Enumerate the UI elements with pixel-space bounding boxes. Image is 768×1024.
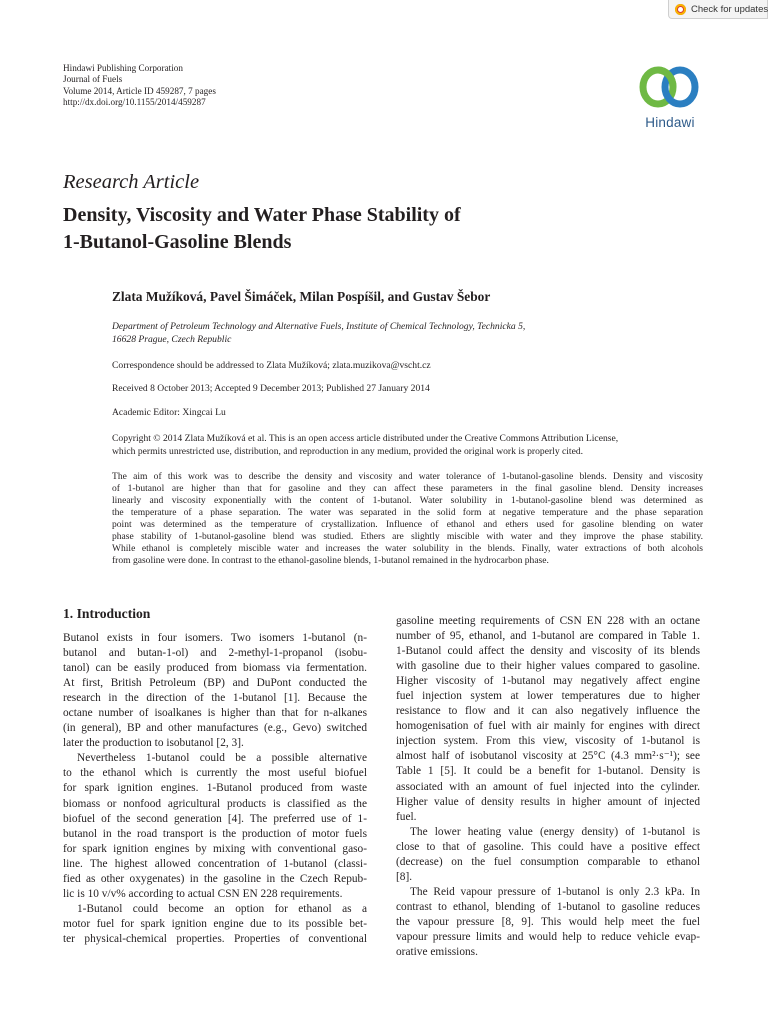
section-heading-introduction: 1. Introduction [63,606,151,621]
body-line: almost half of isobutanol viscosity at 25°C (4.3 mm²·s⁻¹); see [396,750,700,763]
body-line: butanol in the road transport is the production of motor fuels [63,827,367,840]
author-list: Zlata Mužíková, Pavel Šimáček, Milan Pospíšil, and Gustav Šebor [112,289,491,304]
copyright-line: Copyright © 2014 Zlata Mužíková et al. This is an open access article distributed under the Creative Commons Attribution License, [112,433,619,444]
body-line: The Reid vapour pressure of 1-butanol is only 2.3 kPa. In [410,885,700,898]
body-line: to the ethanol which is currently the most useful biofuel [63,767,367,780]
abstract-line: of 1-butanol are higher than that for gasoline and they can affect these parameters in the final gasoline blend. Density increases [112,483,703,495]
abstract-line: While ethanol is completely miscible water and increases the water solubility in the blends. Finally, water extractions of both alcohols [112,543,703,555]
body-line: Nevertheless 1-butanol could be a possible alternative [77,752,367,765]
body-line: vapour pressure limits and would help to reduce vehicle evap- [396,930,700,943]
journal-name: Journal of Fuels [63,74,123,85]
abstract-line: phase stability of 1-butanol-gasoline blend was studied. Ethers are slightly miscible with water and they improve the phase stability. [112,531,703,543]
journal-info [63,63,216,108]
title-line: Density, Viscosity and Water Phase Stability of [63,204,461,226]
body-line: fuel injection system at lower temperatures due to higher [396,690,700,703]
check-for-updates-button[interactable] [668,0,768,19]
body-line: fied as other oxygenates) in the gasoline in the Czech Repub- [63,872,367,885]
body-line: associated with an amount of fuel injected into the cylinder. [396,780,700,793]
body-line: later the production to isobutanol [2, 3]. [63,737,244,750]
body-line: injection system. From this view, viscosity of 1-butanol is [396,735,700,748]
body-line: Butanol exists in four isomers. Two isomers 1-butanol (n- [63,632,367,644]
body-line: (decrease) on the fuel consumption comparable to ethanol [396,855,700,868]
correspondence: Correspondence should be addressed to Zlata Mužíková; zlata.muzikova@vscht.cz [112,360,431,371]
body-line: octane number of isoalkanes is higher than that for n-alkanes [63,707,367,720]
body-line: line. The highest allowed concentration of 1-butanol (classi- [63,857,367,870]
body-line: with gasoline due to their higher values compared to gasoline. [396,660,700,673]
abstract-line: the temperature of a phase separation. The water was separated in the solid form at negative temperature and the phase separation [112,507,703,519]
body-line: The lower heating value (energy density) of 1-butanol is [410,825,700,838]
publisher-name: Hindawi Publishing Corporation [63,63,183,73]
body-line: biomass or nonfood agricultural products is classified as the [63,797,367,810]
doi-link[interactable]: http://dx.doi.org/10.1155/2014/459287 [63,96,206,107]
abstract-line: linearly and viscosity exponentially with the content of 1-butanol. Water solubility in 1-butanol-gasoline blend was determined as [112,495,703,507]
body-line: lic is 10 v/v% according to actual CSN EN 228 requirements. [63,887,343,900]
body-line: contrast to ethanol, blending of 1-butanol to gasoline reduces [396,900,700,913]
affiliation-line: Department of Petroleum Technology and Alternative Fuels, Institute of Chemical Technology, Technicka 5, [112,321,526,332]
body-column-left [63,631,367,947]
abstract-line: point was determined as the temperature of crystallization. Influence of ethanol and ethers used for gasoline blending on water [112,519,703,531]
body-line: butanol and butan-1-ol) and 2-methyl-1-propanol (isobu- [63,647,367,660]
title-line: 1-Butanol-Gasoline Blends [63,231,292,253]
copyright-notice [112,432,618,458]
body-line: biofuel of the second generation [4]. The preferred use of 1- [63,812,367,825]
check-for-updates-label: Check for updates [691,3,768,15]
body-line: At first, British Petroleum (BP) and DuPont conducted the [63,677,367,690]
article-title [63,202,461,256]
publication-dates: Received 8 October 2013; Accepted 9 December 2013; Published 27 January 2014 [112,383,430,394]
body-line: homogenisation of fuel with air mainly for engines with direct [396,720,700,733]
body-column-right [396,614,700,960]
affiliation [112,320,525,346]
body-line: research in the direction of the 1-butanol [1]. Because the [63,692,367,705]
body-line: tanol) can be easily produced from biomass via fermentation. [63,662,367,675]
article-type: Research Article [63,171,200,193]
body-line: (in general), BP and other manufactures (e.g., Gevo) switched [63,722,367,735]
body-line: Higher viscosity of 1-butanol may negatively affect engine [396,675,700,688]
body-line: the vapour pressure [8, 9]. This would help meet the fuel [396,915,700,928]
body-line: close to that of gasoline. This could have a positive effect [396,840,700,853]
body-line: ter physical-chemical properties. Properties of conventional [63,932,367,945]
academic-editor: Academic Editor: Xingcai Lu [112,407,226,418]
body-line: number of 95, ethanol, and 1-butanol are compared in Table 1. [396,630,700,643]
crossmark-icon [675,4,686,15]
body-line: for spark ignition engines by mixing with conventional gaso- [63,842,367,855]
hindawi-logo-text: Hindawi [645,115,695,130]
body-line: Table 1 [5]. It could be a benefit for 1-butanol. Density is [396,765,700,778]
body-line: fuel. [396,810,417,823]
body-line: 1-Butanol could become an option for ethanol as a [77,902,367,915]
body-line: orative emissions. [396,946,478,959]
body-line: 1-Butanol could affect the density and viscosity of its blends [396,645,700,658]
body-line: motor fuel for spark ignition engine due to its possible bet- [63,917,367,930]
abstract-line: from gasoline were done. In contrast to the ethanol-gasoline blends, 1-butanol remained in the hydrocarbon phase. [112,555,549,567]
body-line: gasoline meeting requirements of CSN EN 228 with an octane [396,615,700,627]
body-line: Higher value of density results in higher amount of injected [396,795,700,808]
body-line: for spark ignition engines. 1-Butanol produced from waste [63,782,367,795]
abstract [112,471,703,567]
copyright-line: which permits unrestricted use, distribution, and reproduction in any medium, provided the original work is properly cited. [112,446,584,457]
body-line: resistance to flow and it can also negatively influence the [396,705,700,718]
volume-info: Volume 2014, Article ID 459287, 7 pages [63,85,216,96]
affiliation-line: 16628 Prague, Czech Republic [112,334,232,345]
abstract-line: The aim of this work was to describe the density and viscosity and water tolerance of 1-butanol-gasoline blends. Density and viscosity [112,471,703,482]
body-line: [8]. [396,870,413,883]
